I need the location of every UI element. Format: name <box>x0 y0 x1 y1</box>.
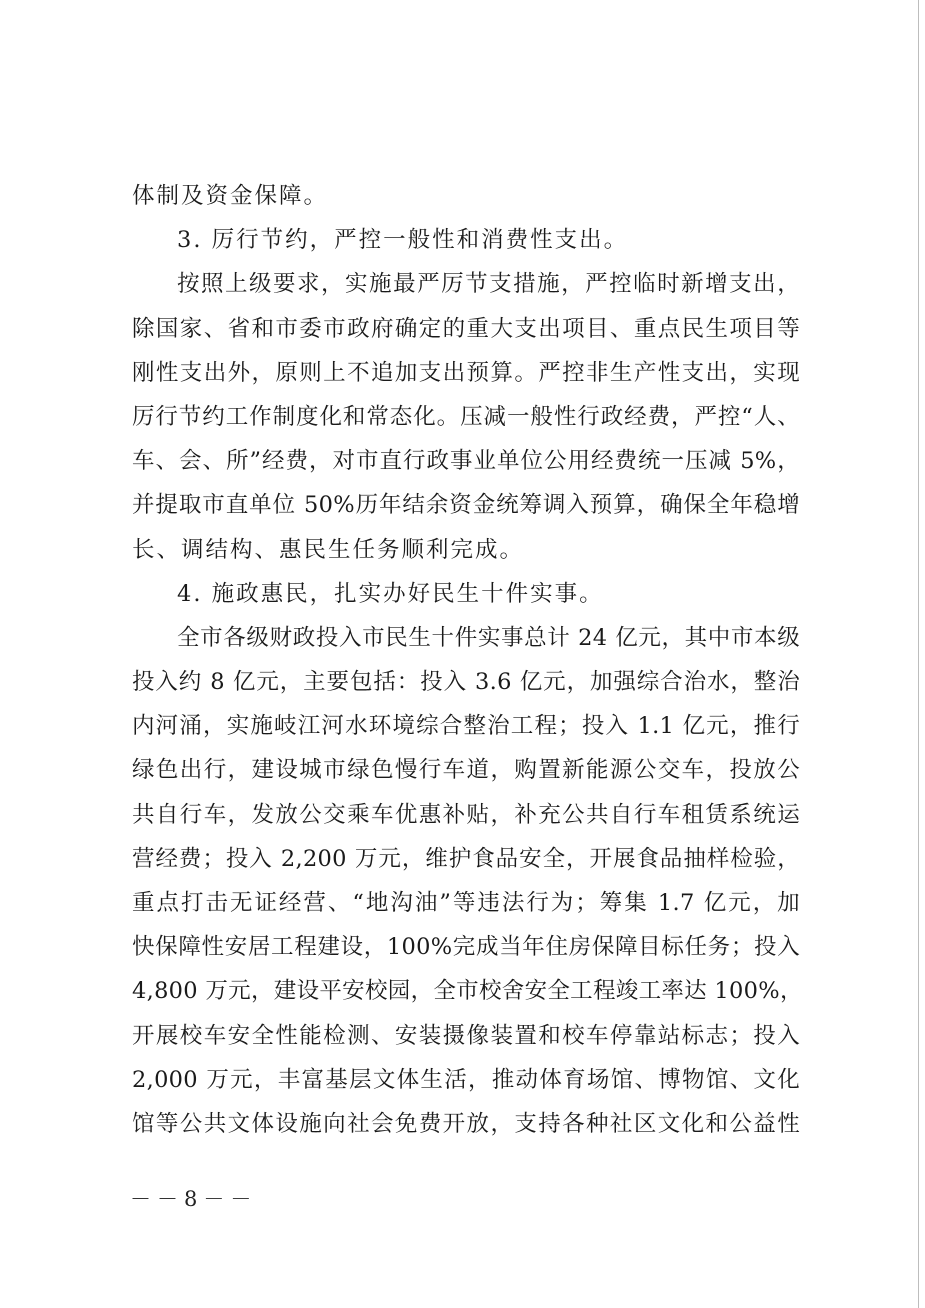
text-line: 营经费；投入 2,200 万元，维护食品安全，开展食品抽样检验， <box>132 845 800 872</box>
section-heading: 4. 施政惠民，扎实办好民生十件实事。 <box>177 580 604 607</box>
text-line: 刚性支出外，原则上不追加支出预算。严控非生产性支出，实现 <box>132 359 800 386</box>
text-line: 并提取市直单位 50%历年结余资金统筹调入预算，确保全年稳增 <box>132 492 800 519</box>
section-heading: 3. 厉行节约，严控一般性和消费性支出。 <box>177 227 629 254</box>
body-text <box>132 174 803 1146</box>
text-line: 投入约 8 亿元，主要包括：投入 3.6 亿元，加强综合治水，整治 <box>132 669 800 696</box>
text-line: 长、调结构、惠民生任务顺利完成。 <box>132 536 525 563</box>
page-number: －－8－－ <box>130 1187 258 1211</box>
text-line: 内河涌，实施岐江河水环境综合整治工程；投入 1.1 亿元，推行 <box>132 713 800 740</box>
text-line: 快保障性安居工程建设，100%完成当年住房保障目标任务；投入 <box>132 934 800 961</box>
text-line: 按照上级要求，实施最严厉节支措施，严控临时新增支出， <box>177 271 800 298</box>
text-line: 共自行车，发放公交乘车优惠补贴，补充公共自行车租赁系统运 <box>132 801 800 828</box>
text-line: 厉行节约工作制度化和常态化。压减一般性行政经费，严控“人、 <box>132 403 800 430</box>
text-line: 4,800 万元，建设平安校园，全市校舍安全工程竣工率达 100%， <box>132 978 803 1005</box>
text-line: 馆等公共文体设施向社会免费开放，支持各种社区文化和公益性 <box>132 1110 800 1137</box>
text-line: 2,000 万元，丰富基层文体生活，推动体育场馆、博物馆、文化 <box>132 1066 800 1093</box>
text-line: 体制及资金保障。 <box>132 183 329 209</box>
text-line: 除国家、省和市委市政府确定的重大支出项目、重点民生项目等 <box>132 315 800 342</box>
text-line: 绿色出行，建设城市绿色慢行车道，购置新能源公交车，投放公 <box>132 757 800 784</box>
text-line: 开展校车安全性能检测、安装摄像装置和校车停靠站标志；投入 <box>132 1022 800 1049</box>
text-line: 车、会、所”经费，对市直行政事业单位公用经费统一压减 5%， <box>132 448 800 475</box>
text-line: 重点打击无证经营、“地沟油”等违法行为；筹集 1.7 亿元，加 <box>132 890 800 916</box>
text-line: 全市各级财政投入市民生十件实事总计 24 亿元，其中市本级 <box>177 624 800 651</box>
page-edge-line <box>918 0 919 1308</box>
